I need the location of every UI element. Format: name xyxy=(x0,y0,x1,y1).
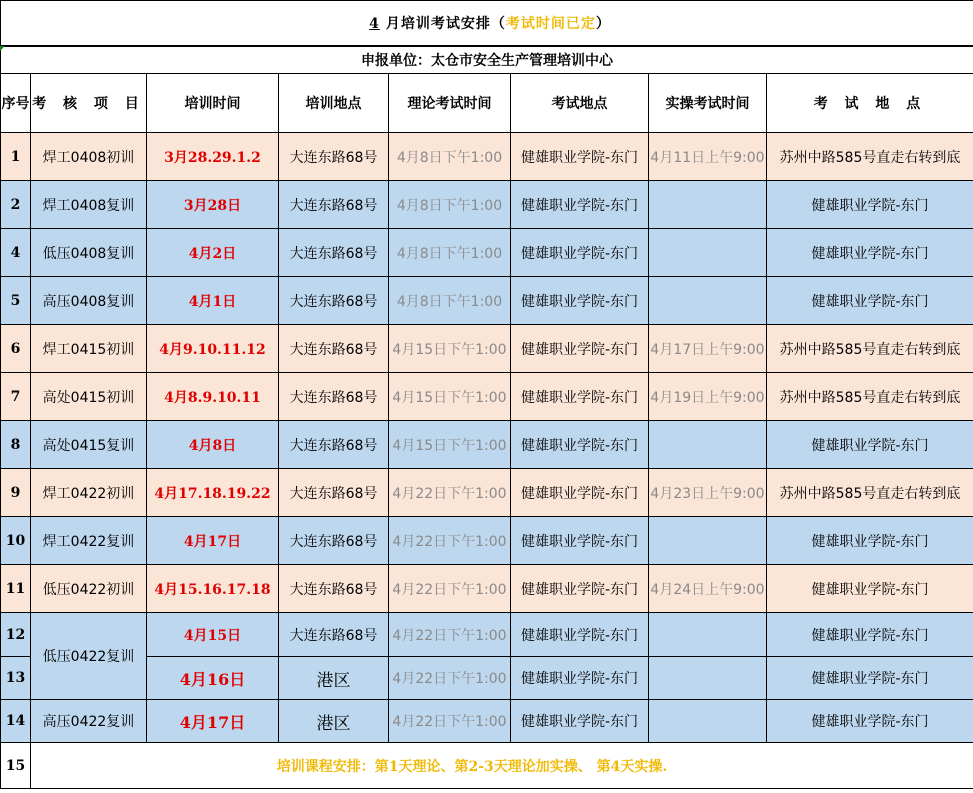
cell-practice-time[interactable]: 4月19日上午9:00 xyxy=(649,373,767,421)
cell-theory-time[interactable]: 4月22日下午1:00 xyxy=(389,565,511,613)
cell-project[interactable]: 高压0408复训 xyxy=(31,277,147,325)
cell-train-place[interactable]: 大连东路68号 xyxy=(279,325,389,373)
header-practice-place[interactable]: 考 试 地 点 xyxy=(767,74,973,133)
cell-practice-time[interactable]: 4月24日上午9:00 xyxy=(649,565,767,613)
cell-seq[interactable]: 10 xyxy=(1,517,31,565)
cell-comment-marker xyxy=(0,46,5,51)
cell-exam-place[interactable]: 健雄职业学院-东门 xyxy=(511,469,649,517)
cell-seq[interactable]: 6 xyxy=(1,325,31,373)
cell-train-place[interactable]: 大连东路68号 xyxy=(279,181,389,229)
cell-train-time[interactable]: 4月15日 xyxy=(147,613,279,657)
cell-practice-time[interactable]: 4月17日上午9:00 xyxy=(649,325,767,373)
cell-train-place[interactable]: 大连东路68号 xyxy=(279,613,389,657)
table-row xyxy=(1,700,973,743)
cell-practice-place[interactable]: 健雄职业学院-东门 xyxy=(767,277,973,325)
cell-project[interactable]: 高压0422复训 xyxy=(31,700,147,743)
cell-train-time[interactable]: 4月17日 xyxy=(147,517,279,565)
cell-project[interactable]: 焊工0415初训 xyxy=(31,325,147,373)
course-schedule-note[interactable]: 培训课程安排：第1天理论、第2-3天理论加实操、 第4天实操. xyxy=(31,743,973,789)
cell-project[interactable]: 焊工0422初训 xyxy=(31,469,147,517)
cell-practice-place[interactable]: 健雄职业学院-东门 xyxy=(767,229,973,277)
cell-theory-time[interactable]: 4月22日下午1:00 xyxy=(389,657,511,700)
cell-seq[interactable]: 8 xyxy=(1,421,31,469)
cell-practice-time[interactable] xyxy=(649,421,767,469)
cell-practice-place[interactable]: 健雄职业学院-东门 xyxy=(767,181,973,229)
header-theory-time[interactable]: 理论考试时间 xyxy=(389,74,511,133)
cell-exam-place[interactable]: 健雄职业学院-东门 xyxy=(511,517,649,565)
table-row xyxy=(1,373,973,421)
cell-train-time[interactable]: 4月15.16.17.18 xyxy=(147,565,279,613)
table-row xyxy=(1,517,973,565)
table-row xyxy=(1,613,973,657)
cell-practice-time[interactable] xyxy=(649,229,767,277)
title-month: 4 xyxy=(369,15,380,32)
cell-train-time[interactable]: 4月1日 xyxy=(147,277,279,325)
table-row xyxy=(1,657,973,700)
cell-theory-time[interactable]: 4月22日下午1:00 xyxy=(389,700,511,743)
cell-project[interactable]: 低压0422复训 xyxy=(31,613,147,700)
cell-train-place[interactable]: 大连东路68号 xyxy=(279,421,389,469)
cell-practice-time[interactable] xyxy=(649,517,767,565)
title-paren-open: （ xyxy=(490,15,506,32)
cell-practice-place[interactable]: 健雄职业学院-东门 xyxy=(767,517,973,565)
cell-seq[interactable]: 12 xyxy=(1,613,31,657)
table-row xyxy=(1,469,973,517)
cell-practice-time[interactable] xyxy=(649,277,767,325)
cell-practice-time[interactable]: 4月11日上午9:00 xyxy=(649,133,767,181)
cell-project[interactable]: 焊工0422复训 xyxy=(31,517,147,565)
cell-practice-place[interactable]: 健雄职业学院-东门 xyxy=(767,565,973,613)
cell-train-time[interactable]: 4月8.9.10.11 xyxy=(147,373,279,421)
cell-theory-time[interactable]: 4月15日下午1:00 xyxy=(389,421,511,469)
cell-exam-place[interactable]: 健雄职业学院-东门 xyxy=(511,565,649,613)
cell-train-place[interactable]: 大连东路68号 xyxy=(279,469,389,517)
cell-train-time[interactable]: 4月2日 xyxy=(147,229,279,277)
cell-practice-time[interactable]: 4月23日上午9:00 xyxy=(649,469,767,517)
cell-seq[interactable]: 5 xyxy=(1,277,31,325)
header-project[interactable]: 考 核 项 目 xyxy=(31,74,147,133)
table-row xyxy=(1,565,973,613)
cell-practice-place[interactable]: 苏州中路585号直走右转到底 xyxy=(767,373,973,421)
cell-train-place[interactable]: 大连东路68号 xyxy=(279,229,389,277)
cell-train-place[interactable]: 大连东路68号 xyxy=(279,133,389,181)
header-train-place[interactable]: 培训地点 xyxy=(279,74,389,133)
cell-train-place[interactable]: 港区 xyxy=(279,700,389,743)
cell-seq[interactable]: 15 xyxy=(1,743,31,789)
cell-seq[interactable]: 2 xyxy=(1,181,31,229)
cell-exam-place[interactable]: 健雄职业学院-东门 xyxy=(511,133,649,181)
cell-project[interactable]: 高处0415复训 xyxy=(31,421,147,469)
cell-train-time[interactable]: 4月8日 xyxy=(147,421,279,469)
cell-exam-place[interactable]: 健雄职业学院-东门 xyxy=(511,700,649,743)
cell-train-place[interactable]: 港区 xyxy=(279,657,389,700)
cell-exam-place[interactable]: 健雄职业学院-东门 xyxy=(511,657,649,700)
cell-project[interactable]: 低压0408复训 xyxy=(31,229,147,277)
table-row xyxy=(1,229,973,277)
cell-seq[interactable]: 4 xyxy=(1,229,31,277)
cell-train-place[interactable]: 大连东路68号 xyxy=(279,277,389,325)
cell-theory-time[interactable]: 4月22日下午1:00 xyxy=(389,469,511,517)
title-paren-close: ） xyxy=(595,15,611,32)
cell-practice-place[interactable]: 苏州中路585号直走右转到底 xyxy=(767,325,973,373)
cell-seq[interactable]: 9 xyxy=(1,469,31,517)
cell-train-place[interactable]: 大连东路68号 xyxy=(279,565,389,613)
header-train-time[interactable]: 培训时间 xyxy=(147,74,279,133)
cell-theory-time[interactable]: 4月22日下午1:00 xyxy=(389,517,511,565)
cell-practice-place[interactable]: 健雄职业学院-东门 xyxy=(767,700,973,743)
table-row xyxy=(1,181,973,229)
header-exam-place[interactable]: 考试地点 xyxy=(511,74,649,133)
table-row xyxy=(1,325,973,373)
cell-exam-place[interactable]: 健雄职业学院-东门 xyxy=(511,325,649,373)
cell-train-time[interactable]: 3月28日 xyxy=(147,181,279,229)
table-row xyxy=(1,277,973,325)
cell-seq[interactable]: 7 xyxy=(1,373,31,421)
cell-exam-place[interactable]: 健雄职业学院-东门 xyxy=(511,277,649,325)
cell-exam-place[interactable]: 健雄职业学院-东门 xyxy=(511,613,649,657)
cell-seq[interactable]: 1 xyxy=(1,133,31,181)
cell-project[interactable]: 低压0422初训 xyxy=(31,565,147,613)
page-title[interactable] xyxy=(1,1,973,46)
table-row xyxy=(1,133,973,181)
cell-practice-place[interactable]: 苏州中路585号直走右转到底 xyxy=(767,133,973,181)
cell-project[interactable]: 焊工0408初训 xyxy=(31,133,147,181)
header-row xyxy=(1,74,973,133)
title-main: 月培训考试安排 xyxy=(385,15,491,32)
cell-theory-time[interactable]: 4月22日下午1:00 xyxy=(389,613,511,657)
header-seq[interactable]: 序号 xyxy=(1,74,31,133)
cell-practice-time[interactable] xyxy=(649,700,767,743)
cell-seq[interactable]: 11 xyxy=(1,565,31,613)
cell-project[interactable]: 焊工0408复训 xyxy=(31,181,147,229)
cell-theory-time[interactable]: 4月15日下午1:00 xyxy=(389,325,511,373)
cell-train-time[interactable]: 4月9.10.11.12 xyxy=(147,325,279,373)
cell-seq[interactable]: 14 xyxy=(1,700,31,743)
cell-seq[interactable]: 13 xyxy=(1,657,31,700)
cell-train-place[interactable]: 大连东路68号 xyxy=(279,517,389,565)
footer-row xyxy=(1,743,973,789)
cell-exam-place[interactable]: 健雄职业学院-东门 xyxy=(511,229,649,277)
cell-project[interactable]: 高处0415初训 xyxy=(31,373,147,421)
cell-theory-time[interactable]: 4月8日下午1:00 xyxy=(389,229,511,277)
cell-theory-time[interactable]: 4月15日下午1:00 xyxy=(389,373,511,421)
cell-train-place[interactable]: 大连东路68号 xyxy=(279,373,389,421)
cell-train-time[interactable]: 4月17.18.19.22 xyxy=(147,469,279,517)
cell-exam-place[interactable]: 健雄职业学院-东门 xyxy=(511,181,649,229)
cell-theory-time[interactable]: 4月8日下午1:00 xyxy=(389,181,511,229)
cell-train-time[interactable]: 3月28.29.1.2 xyxy=(147,133,279,181)
cell-practice-place[interactable]: 健雄职业学院-东门 xyxy=(767,421,973,469)
unit-row xyxy=(1,46,973,74)
cell-theory-time[interactable]: 4月8日下午1:00 xyxy=(389,277,511,325)
cell-practice-place[interactable]: 健雄职业学院-东门 xyxy=(767,613,973,657)
cell-train-time[interactable]: 4月17日 xyxy=(147,700,279,743)
title-highlight: 考试时间已定 xyxy=(505,15,596,32)
cell-train-time[interactable]: 4月16日 xyxy=(147,657,279,700)
cell-exam-place[interactable]: 健雄职业学院-东门 xyxy=(511,421,649,469)
cell-practice-place[interactable]: 苏州中路585号直走右转到底 xyxy=(767,469,973,517)
cell-practice-time[interactable] xyxy=(649,657,767,700)
table-row xyxy=(1,421,973,469)
declaring-unit[interactable]: 申报单位：太仓市安全生产管理培训中心 xyxy=(1,46,973,74)
header-practice-time[interactable]: 实操考试时间 xyxy=(649,74,767,133)
cell-theory-time[interactable]: 4月8日下午1:00 xyxy=(389,133,511,181)
cell-exam-place[interactable]: 健雄职业学院-东门 xyxy=(511,373,649,421)
cell-practice-time[interactable] xyxy=(649,613,767,657)
title-row xyxy=(1,1,973,46)
cell-practice-time[interactable] xyxy=(649,181,767,229)
cell-practice-place[interactable]: 健雄职业学院-东门 xyxy=(767,657,973,700)
